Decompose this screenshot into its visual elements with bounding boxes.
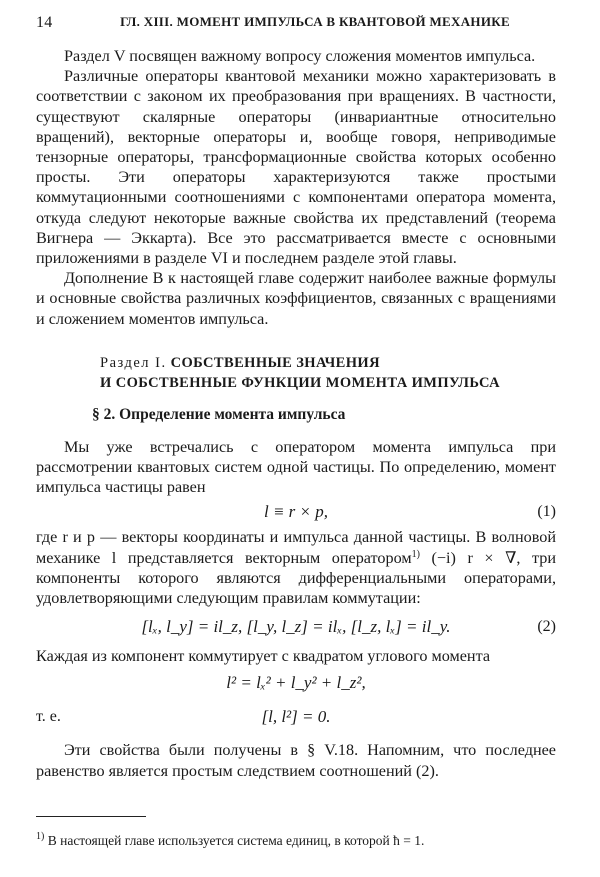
- footnote-text: В настоящей главе используется система единиц, в которой ħ = 1.: [47, 833, 425, 848]
- part-title-line2: И СОБСТВЕННЫЕ ФУНКЦИИ МОМЕНТА ИМПУЛЬСА: [100, 374, 501, 391]
- page-number: 14: [36, 14, 53, 31]
- paragraph-wave-mechanics-b: (−i) r × ∇, три компоненты которого являются дифференциальными операторами, удовлетворяющими следующим правилам коммутации:: [36, 548, 556, 608]
- equation-3-expression: l² = lₓ² + l_y² + l_z²,: [226, 673, 366, 693]
- equation-2-expression: [lₓ, l_y] = il_z, [l_y, l_z] = ilₓ, [l_z, lₓ] = il_y.: [141, 617, 451, 637]
- paragraph-operators: Различные операторы квантовой механики можно характеризовать в соответствии с законом их преобразования при вращениях. В частности, существуют скалярные операторы (инвариантные относительно вращений), векторные операторы и, вообще говоря, неприводимые тензорные операторы, трансформационные свойства которых особенно просты. Эти операторы характеризуются также простыми коммутационными соотношениями с компонентами оператора момента, откуда следуют некоторые важные свойства их представлений (теорема Вигнера — Эккарта). Все это рассматривается вместе с основными приложениями в разделе VI и последнем разделе этой главы.: [36, 67, 556, 268]
- equation-4-expression: [l, l²] = 0.: [261, 707, 331, 727]
- equation-1: [36, 497, 556, 527]
- footnote-mark: 1): [36, 831, 45, 842]
- paragraph-section-v: Раздел V посвящен важному вопросу сложения моментов импульса.: [64, 47, 536, 65]
- equation-2: [36, 608, 556, 646]
- paragraph-wave-mechanics: [36, 527, 556, 608]
- equation-1-expression: l ≡ r × p,: [263, 502, 329, 522]
- paragraph-wave-mechanics-a: где r и p — векторы координаты и импульса данной частицы. В волновой механике l представляется векторным оператором: [36, 528, 556, 567]
- footnote-ref: 1): [411, 548, 420, 560]
- equation-1-number: (1): [537, 503, 556, 521]
- paragraph-appendix: Дополнение B к настоящей главе содержит наиболее важные формулы и основные свойства различных коэффициентов, связанных с вращениями и сложением моментов импульса.: [36, 269, 556, 328]
- footnote-rule: [36, 816, 146, 817]
- part-title-line1: СОБСТВЕННЫЕ ЗНАЧЕНИЯ: [170, 354, 380, 371]
- section-heading: § 2. Определение момента импульса: [92, 405, 346, 423]
- equation-3: [36, 666, 556, 700]
- te-label: т. е.: [36, 708, 61, 726]
- footnote: [36, 832, 556, 850]
- equation-2-number: (2): [537, 618, 556, 636]
- paragraph-definition: Мы уже встречались с оператором момента импульса при рассмотрении квантовых систем одной частицы. По определению, момент импульса частицы равен: [36, 437, 556, 497]
- part-heading-line1: [36, 353, 556, 373]
- paragraph-commutes: Каждая из компонент коммутирует с квадратом углового момента: [36, 647, 491, 666]
- paragraph-properties: Эти свойства были получены в § V.18. Напомним, что последнее равенство является простым следствием соотношений (2).: [36, 741, 556, 780]
- part-label: Раздел I.: [100, 354, 167, 371]
- page-body: [36, 46, 556, 781]
- running-title: ГЛ. XIII. МОМЕНТ ИМПУЛЬСА В КВАНТОВОЙ МЕХАНИКЕ: [120, 14, 510, 29]
- equation-4: [36, 700, 556, 734]
